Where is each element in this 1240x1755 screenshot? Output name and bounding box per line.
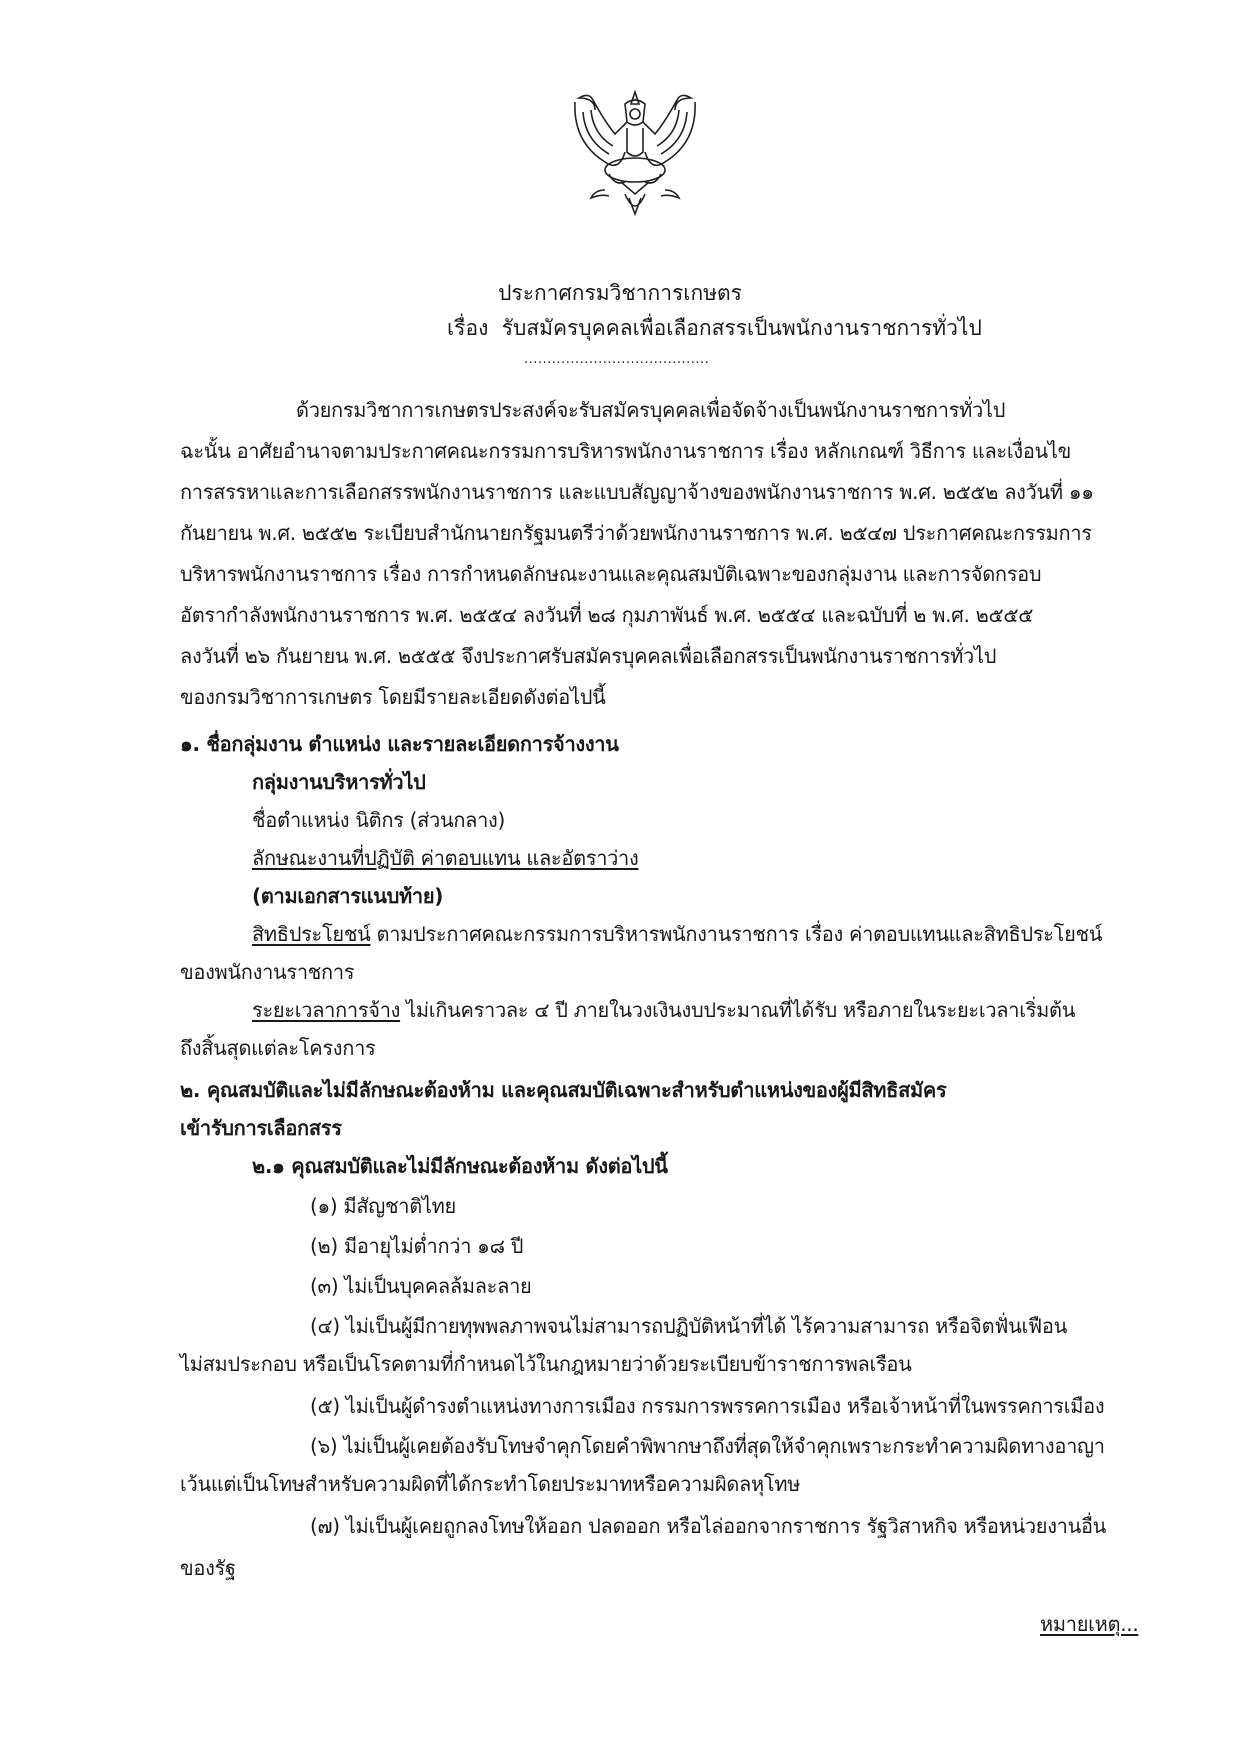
qualification-item-cont: ของรัฐ (180, 1556, 236, 1580)
benefits-text: ตามประกาศคณะกรรมการบริหารพนักงานราชการ เรื่อง ค่าตอบแทนและสิทธิประโยชน์ (370, 922, 1103, 946)
intro-line: บริหารพนักงานราชการ เรื่อง การกำหนดลักษณะงานและคุณสมบัติเฉพาะของกลุ่มงาน และการจัดกรอบ (180, 562, 1042, 586)
title-separator: ........................................ (524, 352, 710, 367)
qualification-item: (๕) ไม่เป็นผู้ดำรงตำแหน่งทางการเมือง กรรมการพรรคการเมือง หรือเจ้าหน้าที่ในพรรคการเมือง (310, 1394, 1105, 1418)
position-name: ชื่อตำแหน่ง นิติกร (ส่วนกลาง) (252, 808, 506, 832)
intro-line: การสรรหาและการเลือกสรรพนักงานราชการ และแบบสัญญาจ้างของพนักงานราชการ พ.ศ. ๒๕๕๒ ลงวันที่ ๑๑ (180, 480, 1094, 504)
qualification-item: (๗) ไม่เป็นผู้เคยถูกลงโทษให้ออก ปลดออก หรือไล่ออกจากราชการ รัฐวิสาหกิจ หรือหน่วยงานอื่น (310, 1514, 1107, 1538)
intro-line: อัตรากำลังพนักงานราชการ พ.ศ. ๒๕๕๔ ลงวันที่ ๒๘ กุมภาพันธ์ พ.ศ. ๒๕๕๔ และฉบับที่ ๒ พ.ศ. ๒๕๕๕ (180, 603, 1034, 627)
continued-note (1040, 1610, 1138, 1638)
job-group: กลุ่มงานบริหารทั่วไป (252, 770, 426, 794)
intro-line: ของกรมวิชาการเกษตร โดยมีรายละเอียดดังต่อไปนี้ (180, 685, 606, 709)
term-line (252, 996, 1075, 1024)
duties-label: ลักษณะงานที่ปฏิบัติ ค่าตอบแทน และอัตราว่าง (252, 846, 639, 870)
qualification-item: (๓) ไม่เป็นบุคคลล้มละลาย (310, 1274, 532, 1298)
intro-line: ลงวันที่ ๒๖ กันยายน พ.ศ. ๒๕๕๕ จึงประกาศรับสมัครบุคคลเพื่อเลือกสรรเป็นพนักงานราชการทั่วไป (180, 644, 997, 668)
qualification-item-cont: เว้นแต่เป็นโทษสำหรับความผิดที่ได้กระทำโดยประมาทหรือความผิดลหุโทษ (180, 1472, 801, 1496)
term-continued: ถึงสิ้นสุดแต่ละโครงการ (180, 1036, 376, 1060)
document-title: ประกาศกรมวิชาการเกษตร (498, 281, 742, 305)
qualification-item: (๔) ไม่เป็นผู้มีกายทุพพลภาพจนไม่สามารถปฏิบัติหน้าที่ได้ ไร้ความสามารถ หรือจิตฟั่นเฟือน (310, 1314, 1067, 1338)
section2-1-heading: ๒.๑ คุณสมบัติและไม่มีลักษณะต้องห้าม ดังต่อไปนี้ (252, 1154, 668, 1178)
continued-label: หมายเหตุ... (1040, 1612, 1139, 1636)
term-label: ระยะเวลาการจ้าง (252, 998, 401, 1022)
intro-line: ฉะนั้น อาศัยอำนาจตามประกาศคณะกรรมการบริหารพนักงานราชการ เรื่อง หลักเกณฑ์ วิธีการ และเงื่อนไข (180, 439, 1072, 463)
section2-heading: ๒. คุณสมบัติและไม่มีลักษณะต้องห้าม และคุณสมบัติเฉพาะสำหรับตำแหน่งของผู้มีสิทธิสมัคร (180, 1078, 947, 1102)
qualification-item: (๖) ไม่เป็นผู้เคยต้องรับโทษจำคุกโดยคำพิพากษาถึงที่สุดให้จำคุกเพราะกระทำความผิดทางอาญา (310, 1434, 1105, 1458)
term-text: ไม่เกินคราวละ ๔ ปี ภายในวงเงินงบประมาณที่ได้รับ หรือภายในระยะเวลาเริ่มต้น (400, 998, 1076, 1022)
section2-heading-cont: เข้ารับการเลือกสรร (180, 1116, 342, 1140)
benefits-line (252, 920, 1102, 948)
garuda-emblem-icon (565, 82, 705, 222)
subject-text: รับสมัครบุคคลเพื่อเลือกสรรเป็นพนักงานราชการทั่วไป (501, 316, 982, 340)
attachment-note: (ตามเอกสารแนบท้าย) (252, 884, 444, 908)
document-subject (447, 314, 982, 342)
section1-heading: ๑. ชื่อกลุ่มงาน ตำแหน่ง และรายละเอียดการจ้างงาน (180, 732, 619, 756)
benefits-continued: ของพนักงานราชการ (180, 960, 355, 984)
intro-line: ด้วยกรมวิชาการเกษตรประสงค์จะรับสมัครบุคคลเพื่อจัดจ้างเป็นพนักงานราชการทั่วไป (296, 398, 1006, 422)
qualification-item: (๑) มีสัญชาติไทย (310, 1194, 456, 1218)
qualification-item-cont: ไม่สมประกอบ หรือเป็นโรคตามที่กำหนดไว้ในกฎหมายว่าด้วยระเบียบข้าราชการพลเรือน (180, 1352, 912, 1376)
qualification-item: (๒) มีอายุไม่ต่ำกว่า ๑๘ ปี (310, 1234, 524, 1258)
benefits-label: สิทธิประโยชน์ (252, 922, 371, 946)
subject-label: เรื่อง (447, 316, 489, 340)
intro-line: กันยายน พ.ศ. ๒๕๕๒ ระเบียบสำนักนายกรัฐมนตรีว่าด้วยพนักงานราชการ พ.ศ. ๒๕๔๗ ประกาศคณะกรรมการ (180, 521, 1092, 545)
